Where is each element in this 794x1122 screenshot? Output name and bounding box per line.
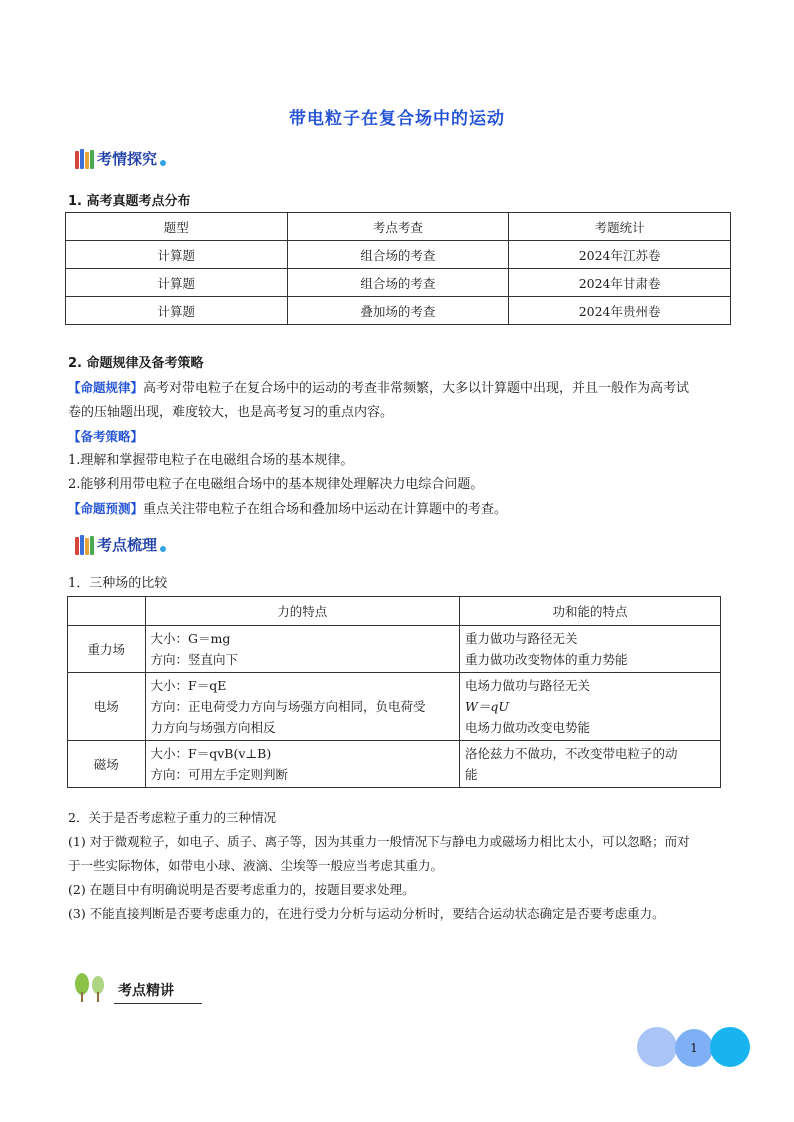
decor-bubble (710, 1027, 750, 1067)
paragraph: (1) 对于微观粒子，如电子、质子、离子等，因为其重力一般情况下与静电力或磁场力相比太小，可以忽略；而对 (68, 834, 690, 849)
rule-tag: 【命题规律】 (68, 380, 144, 395)
section-title: 考点梳理 (97, 536, 158, 554)
part4-heading: 2．关于是否考虑粒子重力的三种情况 (68, 810, 276, 825)
table-cell: 计算题 (66, 297, 288, 325)
column-header: 考题统计 (509, 213, 731, 241)
force-line: 方向：正电荷受力方向与场强方向相同，负电荷受 (150, 699, 426, 714)
energy-line: 电场力做功与路径无关 (465, 678, 591, 693)
energy-cell (460, 741, 721, 788)
table-row (66, 241, 731, 269)
force-line: 方向：可用左手定则判断 (150, 767, 289, 782)
column-header: 考点考查 (287, 213, 509, 241)
predict-tag: 【命题预测】 (68, 501, 144, 516)
table-cell: 2024年江苏卷 (509, 241, 731, 269)
strategy-item: 1.理解和掌握带电粒子在电磁组合场的基本规律。 (68, 453, 354, 468)
part2-heading: 2. 命题规律及备考策略 (68, 356, 204, 371)
table-cell: 组合场的考查 (287, 241, 509, 269)
table-row (68, 673, 721, 741)
page-number: 1 (690, 1041, 698, 1055)
page-title: 带电粒子在复合场中的运动 (289, 109, 505, 129)
table-cell: 计算题 (66, 241, 288, 269)
table-cell: 叠加场的考查 (287, 297, 509, 325)
dot-icon (160, 546, 166, 552)
paragraph: (3) 不能直接判断是否要考虑重力的，在进行受力分析与运动分析时，要结合运动状态确定是否要考虑重力。 (68, 906, 665, 921)
row-header: 重力场 (68, 626, 146, 673)
table-row (68, 626, 721, 673)
strategy-tag: 【备考策略】 (68, 429, 144, 444)
paragraph-cont: 于一些实际物体，如带电小球、液滴、尘埃等一般应当考虑其重力。 (68, 858, 444, 873)
energy-line: 能 (465, 767, 478, 782)
force-cell (145, 673, 460, 741)
decor-bubble (637, 1027, 677, 1067)
energy-cell (460, 673, 721, 741)
force-cell (145, 626, 460, 673)
table-header-row (66, 213, 731, 241)
section-header-3 (70, 970, 202, 1004)
force-line: 大小：F＝qE (150, 678, 227, 693)
section-header-1 (75, 148, 166, 169)
rule-text: 高考对带电粒子在复合场中的运动的考查非常频繁，大多以计算题中出现，并且一般作为高考试 (143, 381, 690, 396)
exam-stats-table (65, 212, 731, 325)
energy-line: 洛伦兹力不做功，不改变带电粒子的动 (465, 746, 678, 761)
part1-heading: 1. 高考真题考点分布 (68, 194, 191, 209)
part2-block (68, 352, 733, 522)
column-header (68, 597, 146, 626)
row-header: 电场 (68, 673, 146, 741)
table-row (66, 297, 731, 325)
books-icon (75, 535, 94, 555)
section-header-2 (75, 534, 166, 555)
section-title: 考情探究 (97, 150, 158, 168)
section-title: 考点精讲 (118, 983, 174, 999)
table-cell: 计算题 (66, 269, 288, 297)
energy-line: 电场力做功改变电势能 (465, 720, 591, 735)
trees-icon (70, 970, 110, 1004)
table-row (68, 741, 721, 788)
force-line: 大小：F＝qvB(v⊥B) (150, 746, 272, 761)
column-header: 功和能的特点 (460, 597, 721, 626)
table-header-row (68, 597, 721, 626)
table-cell: 2024年甘肃卷 (509, 269, 731, 297)
energy-line: 重力做功改变物体的重力势能 (465, 652, 628, 667)
page-number-bubble (675, 1029, 713, 1067)
paragraph: (2) 在题目中有明确说明是否要考虑重力的，按题目要求处理。 (68, 882, 415, 897)
predict-text: 重点关注带电粒子在组合场和叠加场中运动在计算题中的考查。 (143, 502, 508, 517)
energy-cell (460, 626, 721, 673)
row-header: 磁场 (68, 741, 146, 788)
force-line: 力方向与场强方向相反 (150, 720, 276, 735)
column-header: 力的特点 (145, 597, 460, 626)
energy-line: W＝qU (465, 699, 509, 714)
part4-block (68, 806, 736, 926)
strategy-item: 2.能够利用带电粒子在电磁组合场中的基本规律处理解决力电综合问题。 (68, 477, 484, 492)
underline (114, 1003, 202, 1004)
part3-heading: 1．三种场的比较 (68, 576, 168, 591)
column-header: 题型 (66, 213, 288, 241)
force-line: 方向：竖直向下 (150, 652, 239, 667)
dot-icon (160, 160, 166, 166)
energy-line: 重力做功与路径无关 (465, 631, 578, 646)
force-cell (145, 741, 460, 788)
table-cell: 组合场的考查 (287, 269, 509, 297)
table-cell: 2024年贵州卷 (509, 297, 731, 325)
field-comparison-table (67, 596, 721, 788)
table-row (66, 269, 731, 297)
rule-text-cont: 卷的压轴题出现，难度较大，也是高考复习的重点内容。 (68, 405, 394, 420)
books-icon (75, 149, 94, 169)
force-line: 大小：G＝mg (150, 631, 231, 646)
